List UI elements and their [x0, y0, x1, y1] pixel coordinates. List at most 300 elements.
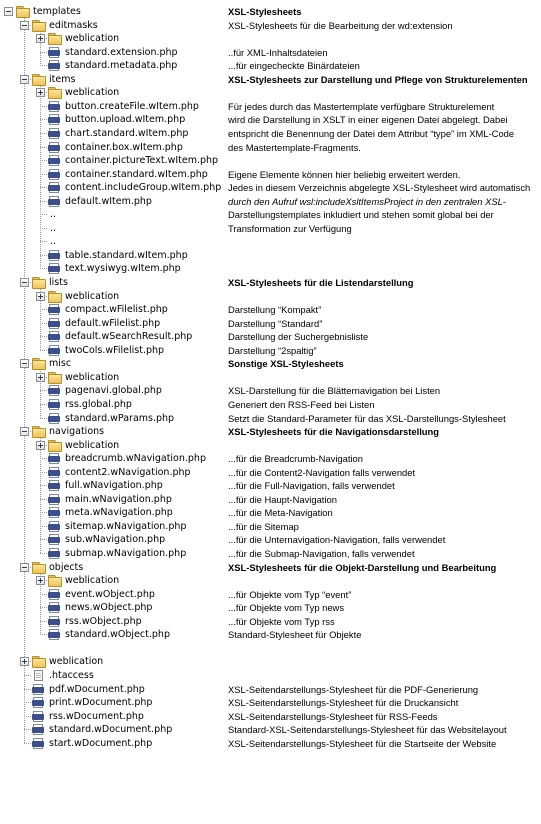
php-file-icon	[48, 467, 62, 478]
description-text: XSL-Seitendarstellungs-Stylesheet für die PDF-Generierung	[228, 683, 479, 695]
tree-row[interactable]	[0, 235, 541, 248]
description-text: Standard-Stylesheet für Objekte	[228, 629, 362, 641]
folder-name: editmasks	[49, 19, 98, 31]
file-name: event.wObject.php	[65, 588, 155, 600]
folder-name: lists	[49, 277, 68, 288]
tree-connector-branch	[40, 65, 47, 66]
folder-icon	[48, 575, 62, 586]
php-file-icon	[48, 521, 62, 532]
tree-row[interactable]	[0, 168, 541, 181]
collapse-toggle-icon[interactable]	[20, 563, 29, 572]
description-text: ...für eingecheckte Binärdateien	[228, 60, 360, 72]
file-badge	[48, 334, 60, 340]
php-file-icon	[48, 480, 62, 491]
file-name: rss.wObject.php	[65, 615, 142, 627]
folder-body	[32, 360, 46, 370]
collapse-toggle-icon[interactable]	[20, 359, 29, 368]
file-badge	[32, 700, 44, 706]
folder-name: weblication	[65, 290, 120, 302]
file-badge	[48, 321, 60, 327]
file-name: main.wNavigation.php	[65, 493, 172, 505]
php-file-icon	[48, 142, 62, 153]
file-name: sitemap.wNavigation.php	[65, 520, 187, 532]
folder-icon	[48, 33, 62, 44]
tree-connector-branch	[40, 160, 47, 161]
tree-connector-branch	[40, 214, 47, 215]
file-name: chart.standard.wItem.php	[65, 127, 189, 139]
file-name: content.includeGroup.wItem.php	[65, 182, 222, 194]
tree-row[interactable]	[0, 222, 541, 235]
tree-connector-branch	[24, 702, 31, 703]
tree-row[interactable]	[0, 533, 541, 546]
toggle-plus-bar	[40, 36, 41, 41]
tree-row[interactable]	[0, 412, 541, 425]
tree-row[interactable]	[0, 290, 541, 303]
file-name: breadcrumb.wNavigation.php	[65, 453, 206, 465]
file-name: content2.wNavigation.php	[65, 466, 191, 478]
file-text-line	[36, 675, 41, 676]
folder-body	[48, 89, 62, 99]
file-name: sub.wNavigation.php	[65, 534, 166, 546]
toggle-minus-bar	[22, 431, 27, 432]
file-name: print.wDocument.php	[49, 697, 153, 709]
tree-connector-branch	[40, 309, 47, 310]
tree-connector-branch	[40, 404, 47, 405]
php-file-icon	[48, 413, 62, 424]
file-text-line	[36, 673, 41, 674]
description-text: XSL-Stylesheets	[228, 6, 302, 17]
tree-connector-branch	[40, 634, 47, 635]
file-name: full.wNavigation.php	[65, 480, 163, 492]
folder-open-icon	[32, 562, 46, 573]
description-text: Darstellung “Kompakt”	[228, 304, 322, 316]
tree-row[interactable]	[0, 696, 541, 709]
folder-body	[32, 76, 46, 86]
tree-row[interactable]	[0, 588, 541, 601]
file-badge	[48, 131, 60, 137]
file-name: button.createFile.wItem.php	[65, 100, 199, 112]
file-badge	[48, 185, 60, 191]
file-badge	[48, 388, 60, 394]
file-name: container.pictureText.wItem.php	[65, 155, 219, 167]
file-badge	[48, 348, 60, 354]
tree-connector-branch	[40, 472, 47, 473]
description-text: ...für Objekte vom Typ rss	[228, 615, 335, 627]
folder-body	[48, 374, 62, 384]
file-name: pagenavi.global.php	[65, 385, 162, 397]
file-name: standard.wDocument.php	[49, 724, 173, 736]
file-badge	[48, 497, 60, 503]
tree-row[interactable]	[0, 425, 541, 438]
tree-row[interactable]	[0, 452, 541, 465]
file-badge	[48, 416, 60, 422]
description-text: ...für die Meta-Navigation	[228, 507, 333, 519]
collapse-toggle-icon[interactable]	[20, 21, 29, 30]
file-badge	[48, 145, 60, 151]
toggle-minus-bar	[22, 25, 27, 26]
tree-row[interactable]	[0, 19, 541, 32]
tree-row[interactable]	[0, 141, 541, 154]
file-badge	[48, 524, 60, 530]
tree-row[interactable]	[0, 357, 541, 370]
tree-row[interactable]	[0, 466, 541, 479]
tree-connector-branch	[40, 268, 47, 269]
tree-row[interactable]	[0, 208, 541, 221]
tree-connector-branch	[24, 743, 31, 744]
folder-name: weblication	[65, 439, 120, 451]
tree-row[interactable]	[0, 723, 541, 736]
description-text: ..für XML-Inhaltsdateien	[228, 46, 328, 58]
description-text: ...für die Unternavigation-Navigation, falls verwendet	[228, 534, 446, 546]
php-file-icon	[48, 548, 62, 559]
description-text: Eigene Elemente können hier beliebig erweitert werden.	[228, 168, 461, 180]
php-file-icon	[48, 399, 62, 410]
tree-row[interactable]	[0, 86, 541, 99]
php-file-icon	[48, 250, 62, 261]
php-file-icon	[48, 331, 62, 342]
php-file-icon	[48, 196, 62, 207]
tree-connector-branch	[40, 133, 47, 134]
tree-row[interactable]	[0, 655, 541, 668]
file-badge	[48, 483, 60, 489]
tree-connector-branch	[40, 621, 47, 622]
tree-connector-branch	[40, 201, 47, 202]
tree-connector-branch	[40, 390, 47, 391]
tree-row[interactable]	[0, 46, 541, 59]
tree-connector-branch	[40, 174, 47, 175]
expand-toggle-icon[interactable]	[36, 88, 45, 97]
tree-row[interactable]	[0, 398, 541, 411]
description-text: XSL-Darstellung für die Blätternavigation bei Listen	[228, 385, 441, 397]
file-badge	[48, 456, 60, 462]
tree-connector-branch	[40, 512, 47, 513]
php-file-icon	[48, 128, 62, 139]
folder-name: weblication	[65, 371, 120, 383]
tree-row[interactable]	[0, 303, 541, 316]
php-file-icon	[32, 738, 46, 749]
tree-row[interactable]	[0, 439, 541, 452]
tree-connector-branch	[40, 323, 47, 324]
tree-row[interactable]	[0, 710, 541, 723]
tree-row[interactable]	[0, 262, 541, 275]
php-file-icon	[48, 616, 62, 627]
tree-row[interactable]	[0, 493, 541, 506]
php-file-icon	[48, 263, 62, 274]
tree-connector-branch	[24, 675, 31, 676]
description-text: XSL-Stylesheets für die Navigationsdarstellung	[228, 426, 439, 438]
file-text-line	[36, 677, 41, 678]
description-text: Transformation zur Verfügung	[228, 222, 352, 234]
folder-open-icon	[32, 358, 46, 369]
tree-connector-branch	[40, 418, 47, 419]
folder-name: objects	[49, 561, 84, 573]
php-file-icon	[48, 507, 62, 518]
tree-row[interactable]	[0, 642, 541, 655]
file-badge	[48, 104, 60, 110]
folder-name: weblication	[49, 656, 104, 668]
description-text: Darstellungstemplates inkludiert und stehen somit global bei der	[228, 209, 494, 221]
tree-connector-branch	[40, 539, 47, 540]
expand-toggle-icon[interactable]	[36, 34, 45, 43]
collapse-toggle-icon[interactable]	[4, 7, 13, 16]
toggle-minus-bar	[22, 282, 27, 283]
description-text: ...für die Full-Navigation, falls verwendet	[228, 480, 395, 492]
file-name: twoCols.wFilelist.php	[65, 344, 165, 356]
php-file-icon	[48, 453, 62, 464]
tree-row[interactable]	[0, 330, 541, 343]
tree-connector-branch	[40, 106, 47, 107]
file-name: default.wSearchResult.php	[65, 331, 193, 343]
tree-connector-branch	[24, 729, 31, 730]
folder-body	[32, 564, 46, 574]
toggle-minus-bar	[22, 567, 27, 568]
folder-body	[16, 8, 30, 18]
file-name: news.wObject.php	[65, 602, 153, 614]
folder-name: weblication	[65, 33, 120, 45]
tree-row[interactable]	[0, 73, 541, 86]
folder-open-icon	[32, 74, 46, 85]
file-badge	[48, 592, 60, 598]
tree-connector-branch	[40, 336, 47, 337]
php-file-icon	[48, 629, 62, 640]
tree-row[interactable]	[0, 127, 541, 140]
file-name: rss.global.php	[65, 398, 132, 410]
tree-connector-branch	[40, 255, 47, 256]
toggle-minus-bar	[22, 363, 27, 364]
toggle-plus-bar	[40, 443, 41, 448]
tree-connector-branch	[40, 241, 47, 242]
php-file-icon	[48, 345, 62, 356]
tree-row[interactable]	[0, 520, 541, 533]
tree-row[interactable]	[0, 249, 541, 262]
tree-row[interactable]	[0, 195, 541, 208]
folder-body	[32, 428, 46, 438]
folder-name: navigations	[49, 426, 105, 438]
php-file-icon	[48, 114, 62, 125]
tree-row[interactable]	[0, 154, 541, 167]
file-name: ..	[50, 209, 57, 221]
file-name: standard.wObject.php	[65, 629, 170, 641]
file-name: text.wysiwyg.wItem.php	[65, 263, 181, 275]
tree-connector-branch	[40, 458, 47, 459]
file-name: pdf.wDocument.php	[49, 683, 145, 695]
file-badge	[48, 619, 60, 625]
toggle-plus-bar	[40, 90, 41, 95]
php-file-icon	[48, 169, 62, 180]
tree-row[interactable]	[0, 601, 541, 614]
description-text: ...für die Haupt-Navigation	[228, 493, 337, 505]
text-file-icon	[32, 670, 46, 681]
description-text: des Mastertemplate-Fragments.	[228, 141, 361, 153]
tree-row[interactable]	[0, 32, 541, 45]
php-file-icon	[48, 47, 62, 58]
description-text: XSL-Stylesheets für die Listendarstellung	[228, 277, 414, 288]
tree-row[interactable]	[0, 5, 541, 18]
php-file-icon	[48, 534, 62, 545]
tree-row[interactable]	[0, 628, 541, 641]
folder-open-icon	[16, 6, 30, 17]
collapse-toggle-icon[interactable]	[20, 278, 29, 287]
description-text: durch den Aufruf wsl:includeXsltItemsProject in den zentralen XSL-	[228, 195, 506, 207]
file-badge	[32, 741, 44, 747]
tree-connector-branch	[40, 147, 47, 148]
folder-name: weblication	[65, 575, 120, 587]
tree-connector-branch	[40, 52, 47, 53]
folder-name: templates	[33, 6, 81, 17]
folder-body	[48, 577, 62, 587]
tree-connector-branch	[24, 689, 31, 690]
toggle-plus-bar	[24, 659, 25, 664]
file-name: ..	[50, 236, 57, 248]
php-file-icon	[48, 589, 62, 600]
php-file-icon	[48, 182, 62, 193]
description-text: ...für die Submap-Navigation, falls verwendet	[228, 548, 415, 559]
description-text: Für jedes durch das Mastertemplate verfügbare Strukturelement	[228, 100, 495, 112]
description-text: XSL-Stylesheets zur Darstellung und Pflege von Strukturelementen	[228, 73, 528, 85]
description-text: Darstellung “2spaltig”	[228, 344, 317, 356]
expand-toggle-icon[interactable]	[36, 576, 45, 585]
folder-open-icon	[32, 20, 46, 31]
tree-row[interactable]	[0, 561, 541, 574]
file-name: rss.wDocument.php	[49, 710, 144, 722]
folder-body	[32, 279, 46, 289]
php-file-icon	[48, 318, 62, 329]
expand-toggle-icon[interactable]	[20, 657, 29, 666]
file-badge	[48, 402, 60, 408]
file-name: container.standard.wItem.php	[65, 168, 208, 180]
file-name: default.wFilelist.php	[65, 317, 161, 329]
description-text: Darstellung “Standard”	[228, 317, 323, 329]
expand-toggle-icon[interactable]	[36, 373, 45, 382]
file-name: meta.wNavigation.php	[65, 507, 173, 519]
tree-connector-branch	[40, 499, 47, 500]
file-badge	[48, 537, 60, 543]
description-text: XSL-Seitendarstellungs-Stylesheet für RSS-Feeds	[228, 710, 438, 722]
collapse-toggle-icon[interactable]	[20, 427, 29, 436]
tree-row[interactable]	[0, 479, 541, 492]
toggle-minus-bar	[22, 79, 27, 80]
folder-name: misc	[49, 358, 72, 370]
description-text: wird die Darstellung in XSLT in einer eigenen Datei abgelegt. Dabei	[228, 114, 508, 126]
file-badge	[48, 158, 60, 164]
tree-row[interactable]	[0, 669, 541, 682]
collapse-toggle-icon[interactable]	[20, 75, 29, 84]
tree-row[interactable]	[0, 276, 541, 289]
tree-row[interactable]	[0, 59, 541, 72]
tree-row[interactable]	[0, 574, 541, 587]
tree-row[interactable]	[0, 506, 541, 519]
file-badge	[48, 199, 60, 205]
tree-connector-branch	[40, 607, 47, 608]
file-badge	[48, 253, 60, 259]
tree-row[interactable]	[0, 384, 541, 397]
tree-connector-branch	[24, 716, 31, 717]
file-name: .htaccess	[49, 669, 94, 681]
tree-row[interactable]	[0, 683, 541, 696]
tree-row[interactable]	[0, 737, 541, 750]
file-badge	[48, 551, 60, 557]
file-badge	[48, 307, 60, 313]
folder-icon	[48, 87, 62, 98]
description-text: ...für die Sitemap	[228, 520, 299, 532]
tree-row[interactable]	[0, 113, 541, 126]
tree-row[interactable]	[0, 344, 541, 357]
toggle-plus-bar	[40, 578, 41, 583]
tree-row[interactable]	[0, 547, 541, 560]
file-name: compact.wFilelist.php	[65, 304, 168, 316]
description-text: ...für Objekte vom Typ “event”	[228, 588, 352, 600]
toggle-minus-bar	[6, 11, 11, 12]
file-name: standard.extension.php	[65, 46, 178, 58]
description-text: Standard-XSL-Seitendarstellungs-Stylesheet für das Websitelayout	[228, 724, 507, 736]
php-file-icon	[48, 602, 62, 613]
tree-connector-branch	[40, 119, 47, 120]
php-file-icon	[48, 304, 62, 315]
folder-open-icon	[32, 277, 46, 288]
php-file-icon	[48, 155, 62, 166]
expand-toggle-icon[interactable]	[36, 292, 45, 301]
folder-body	[48, 35, 62, 45]
tree-row[interactable]	[0, 100, 541, 113]
file-badge	[32, 687, 44, 693]
tree-connector-branch	[40, 553, 47, 554]
file-name: standard.wParams.php	[65, 412, 175, 424]
php-file-icon	[48, 385, 62, 396]
tree-row[interactable]	[0, 317, 541, 330]
folder-icon	[48, 372, 62, 383]
description-text: XSL-Stylesheets für die Bearbeitung der wd:extension	[228, 19, 453, 31]
toggle-plus-bar	[40, 375, 41, 380]
tree-connector-branch	[40, 485, 47, 486]
description-text: Setzt die Standard-Parameter für das XSL-Darstellungs-Stylesheet	[228, 412, 506, 424]
expand-toggle-icon[interactable]	[36, 441, 45, 450]
tree-row[interactable]	[0, 371, 541, 384]
description-text: Generiert den RSS-Feed bei Listen	[228, 398, 375, 410]
php-file-icon	[32, 711, 46, 722]
php-file-icon	[32, 684, 46, 695]
folder-name: items	[49, 73, 76, 85]
file-badge	[48, 605, 60, 611]
description-text: XSL-Seitendarstellungs-Stylesheet für die Startseite der Website	[228, 737, 497, 749]
folder-body	[32, 658, 46, 668]
tree-row[interactable]	[0, 615, 541, 628]
toggle-plus-bar	[40, 294, 41, 299]
folder-body	[48, 293, 62, 303]
tree-connector-branch	[40, 526, 47, 527]
tree-connector-branch	[40, 228, 47, 229]
file-name: table.standard.wItem.php	[65, 249, 188, 261]
folder-body	[48, 442, 62, 452]
description-text: XSL-Seitendarstellungs-Stylesheet für die Druckansicht	[228, 697, 459, 709]
file-name: container.box.wItem.php	[65, 141, 183, 153]
php-file-icon	[48, 494, 62, 505]
tree-row[interactable]	[0, 181, 541, 194]
folder-open-icon	[32, 426, 46, 437]
description-text: Jedes in diesem Verzeichnis abgelegte XSL-Stylesheet wird automatisch	[228, 182, 531, 194]
file-name: start.wDocument.php	[49, 737, 153, 749]
tree-connector-branch	[40, 187, 47, 188]
folder-icon	[32, 656, 46, 667]
php-file-icon	[32, 724, 46, 735]
folder-icon	[48, 291, 62, 302]
file-name: default.wItem.php	[65, 195, 152, 207]
file-badge	[48, 172, 60, 178]
description-text: ...für die Breadcrumb-Navigation	[228, 453, 363, 465]
description-text: Sonstige XSL-Stylesheets	[228, 358, 344, 370]
php-file-icon	[48, 101, 62, 112]
file-badge	[48, 470, 60, 476]
description-text: ...für Objekte vom Typ news	[228, 602, 345, 614]
